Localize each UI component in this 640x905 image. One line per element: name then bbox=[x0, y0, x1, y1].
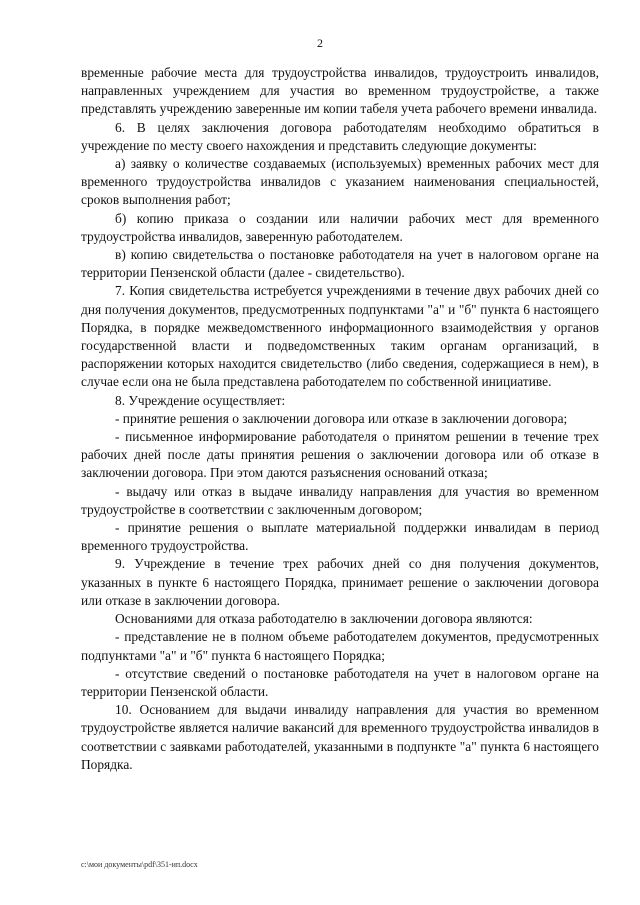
paragraph-refusal-item-2: - отсутствие сведений о постановке работодателя на учет в налоговом органе на территории Пензенской области. bbox=[81, 665, 599, 699]
paragraph-7: 7. Копия свидетельства истребуется учреждениями в течение двух рабочих дней со дня получения документов, предусмотренных подпунктами "а" и "б" пункта 6 настоящего Порядка, в порядке межведомственного информационного взаимодействия у органов государственной власти и подведомственных таким органам организаций, в распоряжении которых находится свидетельство (либо сведения, содержащиеся в нем), в случае если она не была представлена работодателем по собственной инициативе. bbox=[81, 283, 599, 390]
paragraph-6v: в) копию свидетельства о постановке работодателя на учет в налоговом органе на территории Пензенской области (далее - свидетельство). bbox=[81, 247, 599, 281]
paragraph-10: 10. Основанием для выдачи инвалиду направления для участия во временном трудоустройстве является наличие вакансий для временного трудоустройства инвалидов в соответствии с заявками работодателей, указанными в подпункте "а" пункта 6 настоящего Порядка. bbox=[81, 702, 599, 772]
paragraph-8-item-1: - принятие решения о заключении договора или отказе в заключении договора; bbox=[115, 410, 568, 426]
paragraph-6: 6. В целях заключения договора работодателям необходимо обратиться в учреждение по месту своего нахождения и представить следующие документы: bbox=[81, 119, 599, 153]
footer-file-path: c:\мои документы\pdf\351-ип.docx bbox=[81, 860, 198, 869]
paragraph-refusal-grounds: Основаниями для отказа работодателю в заключении договора являются: bbox=[115, 611, 533, 627]
paragraph-6b: б) копию приказа о создании или наличии рабочих мест для временного трудоустройства инвалидов, заверенную работодателем. bbox=[81, 210, 599, 244]
paragraph-continuation: временные рабочие места для трудоустройства инвалидов, трудоустроить инвалидов, направленных учреждением для участия во временном трудоустройстве, а также представлять учреждению заверенные им копии табеля учета рабочего времени инвалида. bbox=[81, 65, 599, 117]
paragraph-6a: а) заявку о количестве создаваемых (используемых) временных рабочих мест для временного трудоустройства инвалидов с указанием наименования специальностей, сроков выполнения работ; bbox=[81, 156, 599, 208]
paragraph-refusal-item-1: - представление не в полном объеме работодателем документов, предусмотренных подпунктами "а" и "б" пункта 6 настоящего Порядка; bbox=[81, 629, 599, 663]
paragraph-8-item-2: - письменное информирование работодателя о принятом решении в течение трех рабочих дней после даты принятия решения о заключении договора или об отказе в заключении договора. При этом даются разъяснения оснований отказа; bbox=[81, 429, 599, 481]
paragraph-8-item-4: - принятие решения о выплате материальной поддержки инвалидам в период временного трудоустройства. bbox=[81, 520, 599, 554]
paragraph-9: 9. Учреждение в течение трех рабочих дней со дня получения документов, указанных в пункте 6 настоящего Порядка, принимает решение о заключении договора или отказе в заключении договора. bbox=[81, 556, 599, 608]
page-number: 2 bbox=[317, 36, 323, 50]
paragraph-8: 8. Учреждение осуществляет: bbox=[115, 392, 286, 408]
document-body bbox=[81, 64, 599, 774]
paragraph-8-item-3: - выдачу или отказ в выдаче инвалиду направления для участия во временном трудоустройстве в соответствии с заключенным договором; bbox=[81, 483, 599, 517]
